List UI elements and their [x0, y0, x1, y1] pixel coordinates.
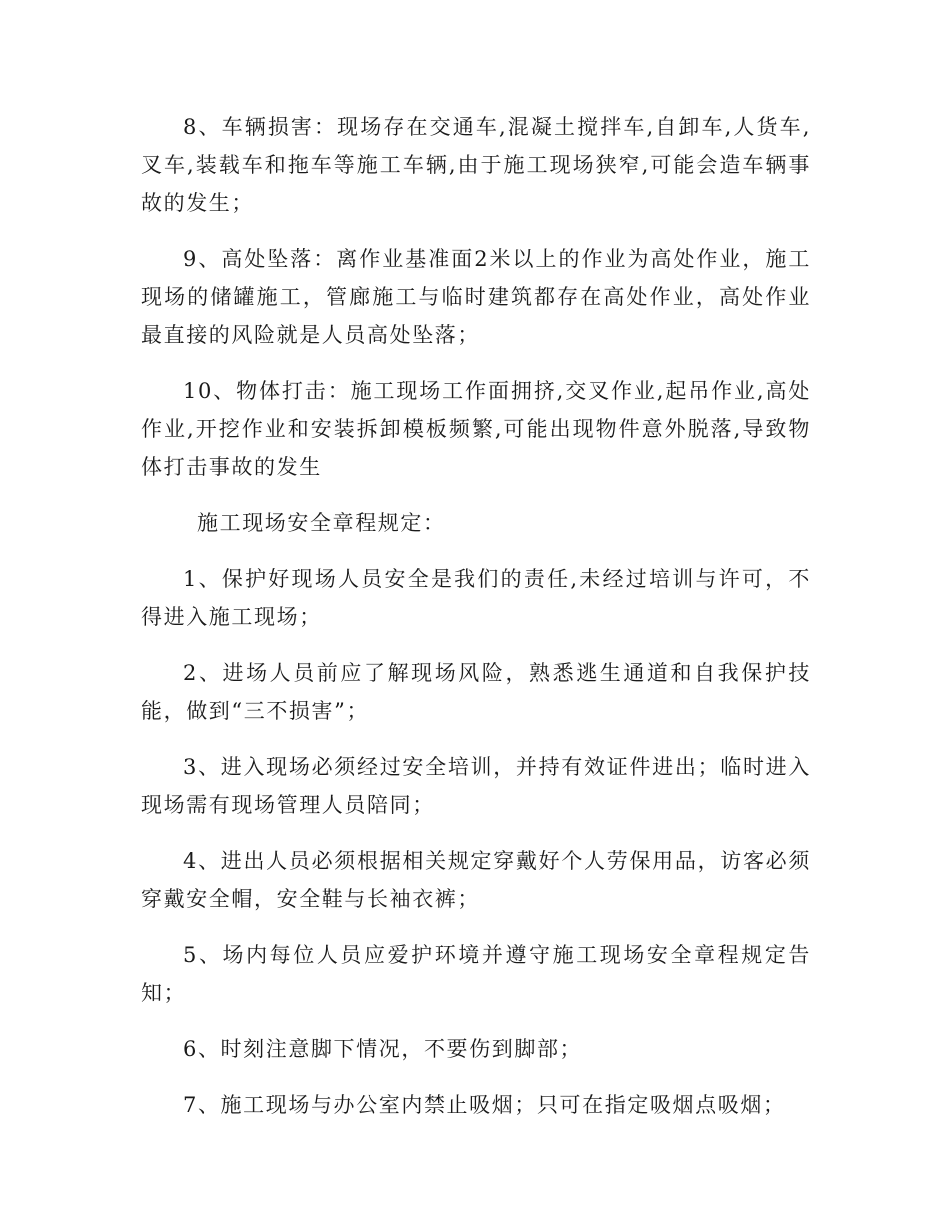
rule-item: 5、场内每位人员应爱护环境并遵守施工现场安全章程规定告知； — [141, 943, 811, 1005]
rule-item: 1、保护好现场人员安全是我们的责任,未经过培训与许可，不得进入施工现场； — [141, 567, 811, 629]
section-heading: 施工现场安全章程规定： — [197, 511, 446, 535]
rule-item: 2、进场人员前应了解现场风险，熟悉逃生通道和自我保护技能，做到“三不损害”； — [141, 661, 811, 723]
hazard-paragraph-vehicle: 8、车辆损害：现场存在交通车,混凝土搅拌车,自卸车,人货车,叉车,装载车和拖车等施工车辆,由于施工现场狭窄,可能会造车辆事故的发生； — [141, 115, 811, 215]
rule-item: 3、进入现场必须经过安全培训，并持有效证件进出；临时进入现场需有现场管理人员陪同； — [141, 755, 811, 817]
hazard-paragraph-fall: 9、高处坠落：离作业基准面2米以上的作业为高处作业，施工现场的储罐施工，管廊施工与临时建筑都存在高处作业，高处作业最直接的风险就是人员高处坠落； — [141, 247, 811, 347]
rule-item: 7、施工现场与办公室内禁止吸烟；只可在指定吸烟点吸烟； — [183, 1093, 786, 1117]
document-body — [141, 108, 811, 1142]
rule-item: 6、时刻注意脚下情况，不要伤到脚部； — [183, 1037, 583, 1061]
hazard-paragraph-object-strike: 10、物体打击：施工现场工作面拥挤,交叉作业,起吊作业,高处作业,开挖作业和安装拆卸模板频繁,可能出现物件意外脱落,导致物体打击事故的发生 — [141, 379, 811, 479]
rule-item: 4、进出人员必须根据相关规定穿戴好个人劳保用品，访客必须穿戴安全帽，安全鞋与长袖衣裤； — [141, 849, 811, 911]
